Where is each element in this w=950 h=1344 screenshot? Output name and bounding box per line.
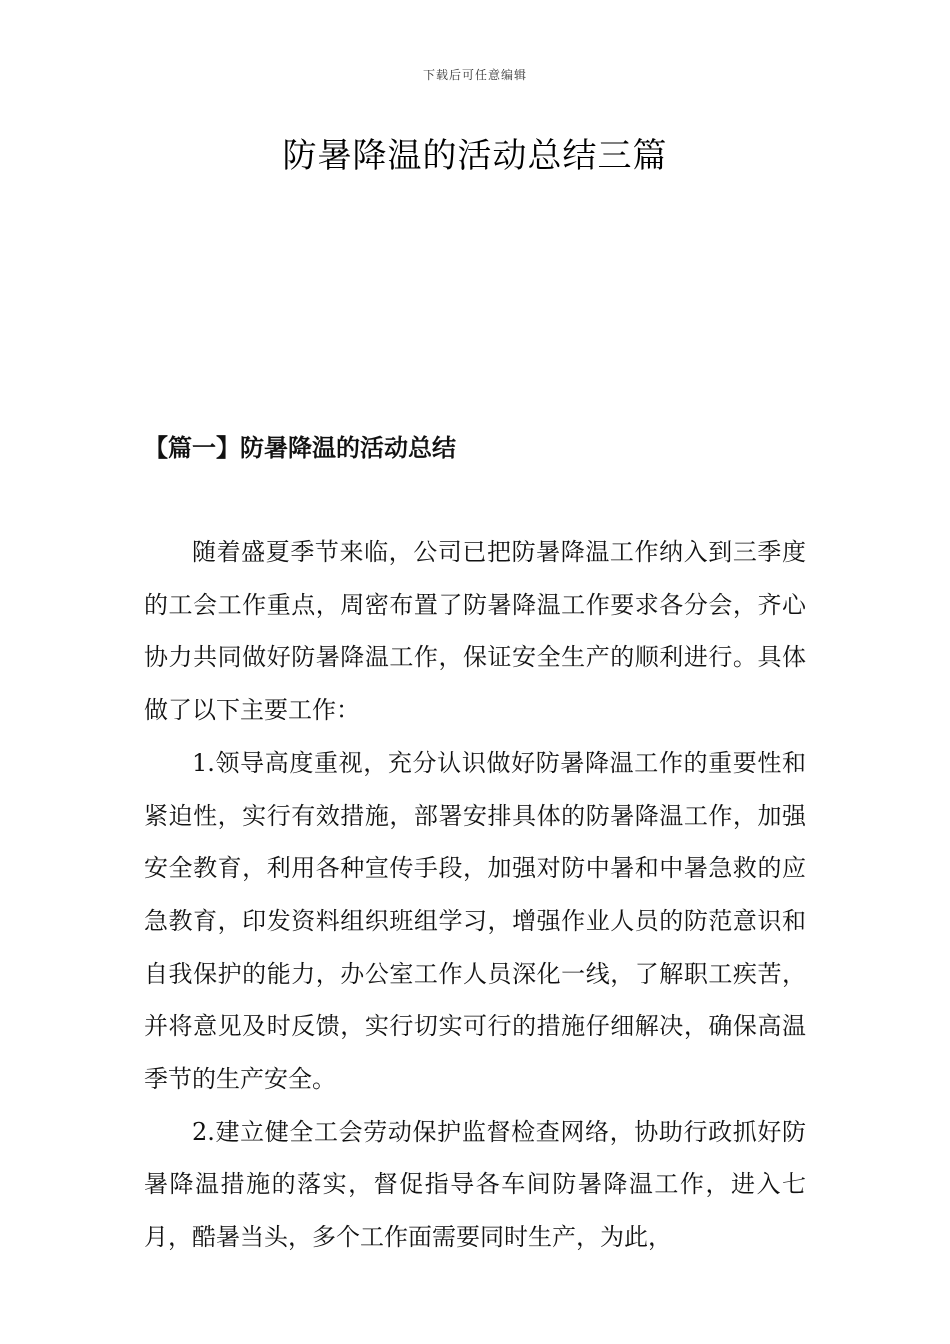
header-note: 下载后可任意编辑 xyxy=(422,68,527,82)
section-heading: 【篇一】防暑降温的活动总结 xyxy=(144,433,456,462)
document-title: 防暑降温的活动总结三篇 xyxy=(282,136,668,176)
paragraph-item-2: 2.建立健全工会劳动保护监督检查网络，协助行政抓好防暑降温措施的落实，督促指导各车间防暑降温工作，进入七月，酷暑当头，多个工作面需要同时生产，为此， xyxy=(144,1117,806,1252)
paragraph-item-1: 1.领导高度重视，充分认识做好防暑降温工作的重要性和紧迫性，实行有效措施，部署安排具体的防暑降温工作，加强安全教育，利用各种宣传手段，加强对防中暑和中暑急救的应急教育，印发资料组织班组学习，增强作业人员的防范意识和自我保护的能力，办公室工作人员深化一线，了解职工疾苦，并将意见及时反馈，实行切实可行的措施仔细解决，确保高温季节的生产安全。 xyxy=(144,748,806,1094)
body-text xyxy=(144,526,806,1264)
paragraph-intro: 随着盛夏季节来临，公司已把防暑降温工作纳入到三季度的工会工作重点，周密布置了防暑降温工作要求各分会，齐心协力共同做好防暑降温工作，保证安全生产的顺利进行。具体做了以下主要工作： xyxy=(144,538,806,725)
